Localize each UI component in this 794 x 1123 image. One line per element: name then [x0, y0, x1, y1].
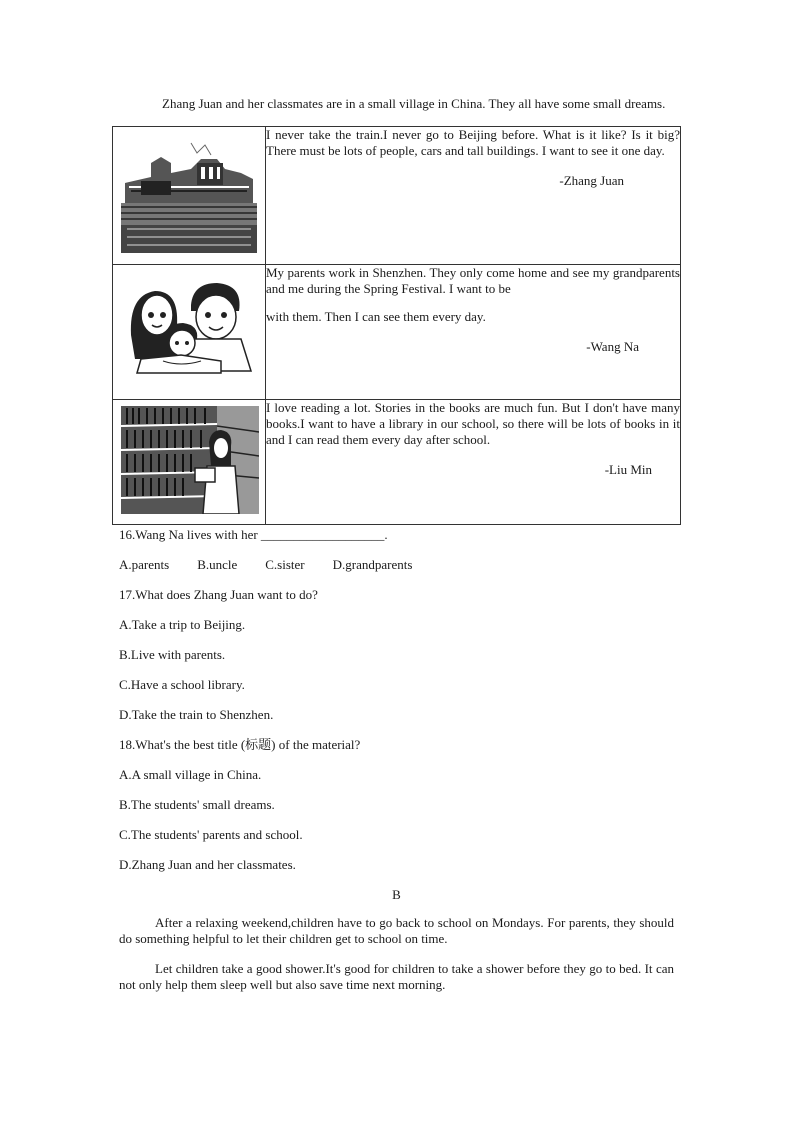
dreams-table — [112, 126, 681, 525]
option-c: C.The students' parents and school. — [119, 827, 303, 842]
question-16 — [119, 527, 674, 573]
option-b: B.Live with parents. — [119, 647, 226, 662]
document-page — [119, 96, 680, 993]
intro-paragraph: Zhang Juan and her classmates are in a small village in China. They all have some small dreams. — [162, 96, 666, 111]
dream-signature: -Liu Min — [604, 462, 652, 477]
dream-text: My parents work in Shenzhen. They only come home and see my grandparents and me during the Spring Festival. I want to be — [266, 265, 680, 296]
question-stem: 18.What's the best title (标题) of the material? — [119, 737, 361, 752]
dream-text: I never take the train.I never go to Beijing before. What is it like? Is it big? There must be lots of people, cars and tall buildings. I want to see it one day. — [266, 127, 680, 158]
option-d: D.Zhang Juan and her classmates. — [119, 857, 296, 872]
question-stem: 17.What does Zhang Juan want to do? — [119, 587, 318, 602]
option-a: A.A small village in China. — [119, 767, 262, 782]
dream-row-wang-na — [113, 265, 681, 400]
question-18 — [119, 737, 674, 873]
passage-paragraph: After a relaxing weekend,children have to go back to school on Mondays. For parents, they should do something helpful to let their children get to school on time. — [119, 915, 674, 946]
option-c: C.sister — [265, 557, 305, 572]
dream-signature: -Wang Na — [586, 339, 639, 354]
dream-row-liu-min — [113, 400, 681, 525]
image-cell — [113, 265, 266, 400]
section-heading: B — [392, 887, 401, 902]
passage-paragraph: Let children take a good shower.It's good for children to take a shower before they go to bed. It can not only help them sleep well but also save time next morning. — [119, 961, 674, 992]
text-cell — [266, 400, 681, 525]
option-b: B.The students' small dreams. — [119, 797, 275, 812]
option-c: C.Have a school library. — [119, 677, 245, 692]
option-d: D.grandparents — [332, 557, 413, 572]
option-a: A.Take a trip to Beijing. — [119, 617, 246, 632]
option-a: A.parents — [119, 557, 170, 572]
dream-row-zhang-juan — [113, 127, 681, 265]
question-17 — [119, 587, 674, 723]
image-cell — [113, 127, 266, 265]
text-cell — [266, 127, 681, 265]
dream-text: I love reading a lot. Stories in the books are much fun. But I don't have many books.I want to have a library in our school, so there will be lots of books in it and I can read them every day after school. — [266, 400, 680, 447]
question-stem: 16.Wang Na lives with her ___________________. — [119, 527, 388, 542]
image-cell — [113, 400, 266, 525]
option-d: D.Take the train to Shenzhen. — [119, 707, 274, 722]
library-illustration-icon — [121, 406, 259, 514]
text-cell — [266, 265, 681, 400]
dream-text-continued: with them. Then I can see them every day. — [266, 309, 486, 324]
options-row — [119, 557, 674, 573]
dream-signature: -Zhang Juan — [559, 173, 624, 188]
option-b: B.uncle — [197, 557, 238, 572]
buildings-illustration-icon — [121, 133, 257, 253]
family-illustration-icon — [121, 275, 257, 375]
